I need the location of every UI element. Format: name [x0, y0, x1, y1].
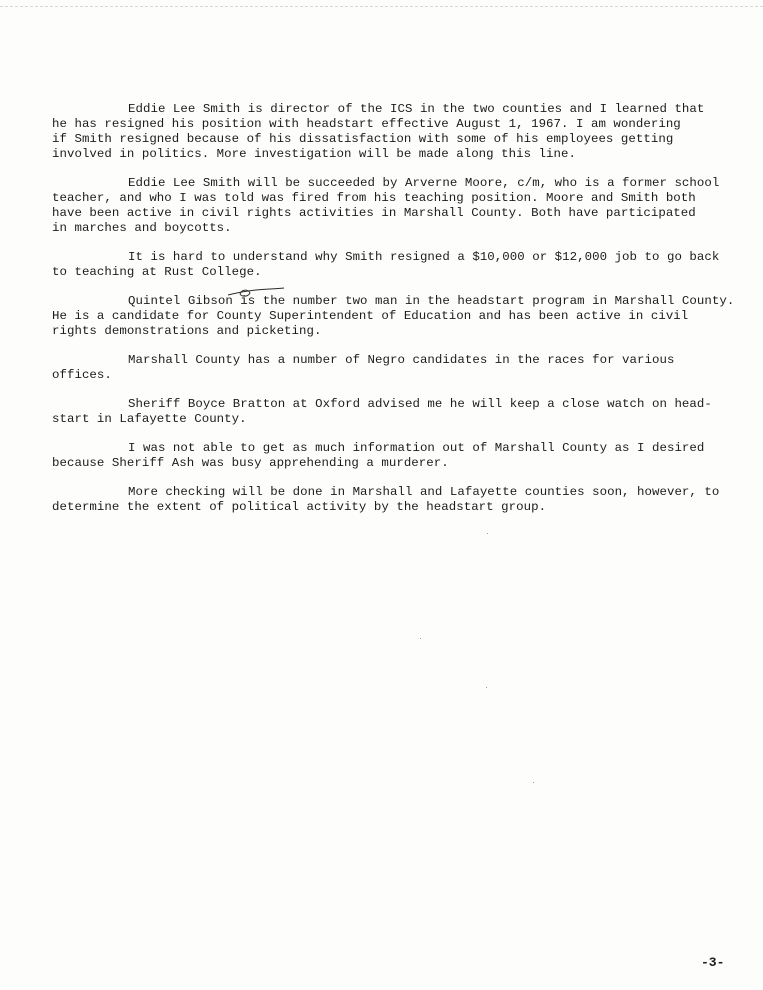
scan-speck — [533, 782, 534, 783]
page-top-edge — [0, 0, 763, 7]
scan-speck — [420, 638, 421, 639]
paragraph-sheriff-ash: I was not able to get as much information out of Marshall County as I desired because Sheriff Ash was busy apprehending a murderer. — [52, 441, 705, 470]
paragraph-more-checking: More checking will be done in Marshall and Lafayette counties soon, however, to determine the extent of political activity by the headstart group. — [52, 485, 720, 514]
page-number: -3- — [701, 955, 725, 970]
document-body — [52, 102, 738, 529]
paragraph-negro-candidates: Marshall County has a number of Negro candidates in the races for various offices. — [52, 353, 675, 382]
paragraph-moore-successor: Eddie Lee Smith will be succeeded by Arverne Moore, c/m, who is a former school teacher, and who I was told was fired from his teaching position. Moore and Smith both have been active in civil rights activities in Marshall County. Both have participated in marches and boycotts. — [52, 176, 720, 235]
handwritten-underline-mark — [226, 285, 286, 299]
scan-speck — [486, 687, 487, 688]
paragraph-sheriff-bratton: Sheriff Boyce Bratton at Oxford advised me he will keep a close watch on head- start in Lafayette County. — [52, 397, 712, 426]
paragraph-smith-resignation: It is hard to understand why Smith resigned a $10,000 or $12,000 job to go back to teaching at Rust College. — [52, 250, 720, 279]
scan-speck — [487, 533, 488, 534]
paragraph-gibson: Quintel Gibson is the number two man in the headstart program in Marshall County. He is a candidate for County Superintendent of Education and has been active in civil rights demonstrations and picketing. — [52, 294, 735, 338]
paragraph-smith-director: Eddie Lee Smith is director of the ICS in the two counties and I learned that he has resigned his position with headstart effective August 1, 1967. I am wondering if Smith resigned because of his dissatisfaction with some of his employees getting involved in politics. More investigation will be made along this line. — [52, 102, 705, 161]
